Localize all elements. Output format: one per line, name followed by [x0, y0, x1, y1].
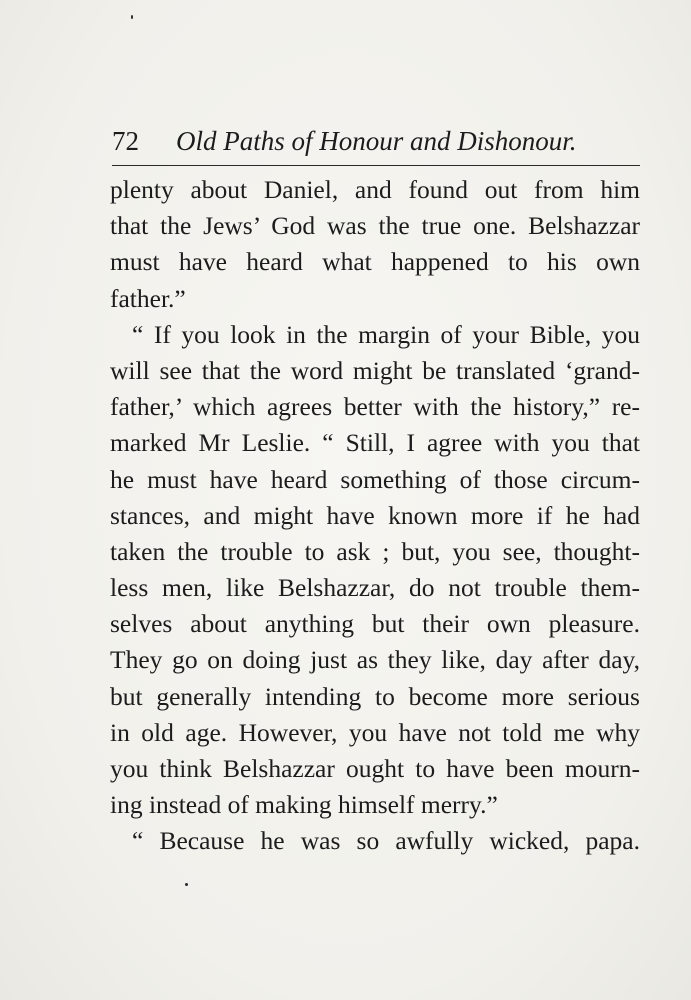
text-line: “ If you look in the margin of your Bible, you	[132, 319, 640, 349]
running-title: Old Paths of Honour and Dishonour.	[176, 126, 577, 156]
text-line: must have heard what happened to his own	[110, 247, 640, 277]
text-line: he must have heard something of those circum-	[110, 464, 640, 494]
text-line: father,’ which agrees better with the history,” re-	[110, 392, 640, 422]
text-line: but generally intending to become more serious	[110, 681, 640, 711]
text-line: ing instead of making himself merry.”	[110, 790, 498, 820]
text-line: “ Because he was so awfully wicked, papa.	[132, 826, 640, 856]
print-speck	[185, 883, 188, 886]
header-rule	[112, 165, 640, 166]
text-line: plenty about Daniel, and found out from him	[110, 175, 640, 204]
text-line: father.”	[110, 283, 186, 313]
text-line: less men, like Belshazzar, do not trouble them-	[110, 573, 640, 603]
text-line: selves about anything but their own pleasure.	[110, 609, 640, 639]
text-line: that the Jews’ God was the true one. Belshazzar	[110, 211, 640, 241]
print-speck	[131, 15, 133, 19]
text-line: you think Belshazzar ought to have been mourn-	[110, 754, 640, 783]
running-head	[112, 121, 642, 161]
text-line: They go on doing just as they like, day after day,	[110, 645, 640, 675]
text-line: taken the trouble to ask ; but, you see, thought-	[110, 536, 640, 566]
text-line: in old age. However, you have not told me why	[110, 717, 640, 747]
page-number: 72	[112, 126, 139, 156]
text-line: stances, and might have known more if he had	[110, 500, 640, 530]
text-line: will see that the word might be translated ‘grand-	[110, 355, 640, 385]
text-line: marked Mr Leslie. “ Still, I agree with you that	[110, 428, 640, 458]
body-text	[110, 172, 640, 860]
